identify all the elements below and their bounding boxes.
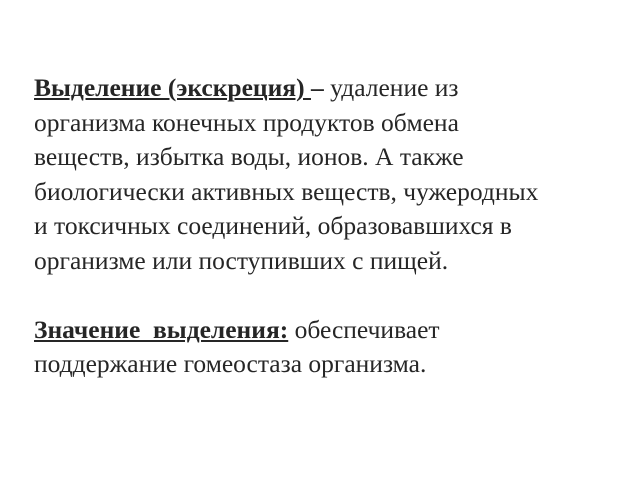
definition-dash: – <box>310 73 324 102</box>
significance-paragraph <box>34 313 624 382</box>
definition-line-6: организме или поступивших с пищей. <box>34 245 449 275</box>
definition-line-3: веществ, избытка воды, ионов. А также <box>34 142 464 171</box>
significance-line-1-text: обеспечивает <box>288 314 440 344</box>
significance-line-1 <box>34 313 624 348</box>
definition-line-2: организма конечных продуктов обмена <box>34 107 459 137</box>
slide-body <box>34 71 624 382</box>
significance-line-2: поддержание гомеостаза организма. <box>34 349 427 378</box>
definition-paragraph <box>34 71 624 278</box>
significance-term: Значение выделения: <box>34 314 289 344</box>
definition-line-5: и токсичных соединений, образовавшихся в <box>34 211 512 240</box>
definition-line-1 <box>34 71 624 106</box>
definition-term: Выделение (экскреция) <box>34 73 311 102</box>
definition-line-4: биологически активных веществ, чужеродных <box>34 176 539 206</box>
definition-line-1-text: удаление из <box>323 73 459 102</box>
